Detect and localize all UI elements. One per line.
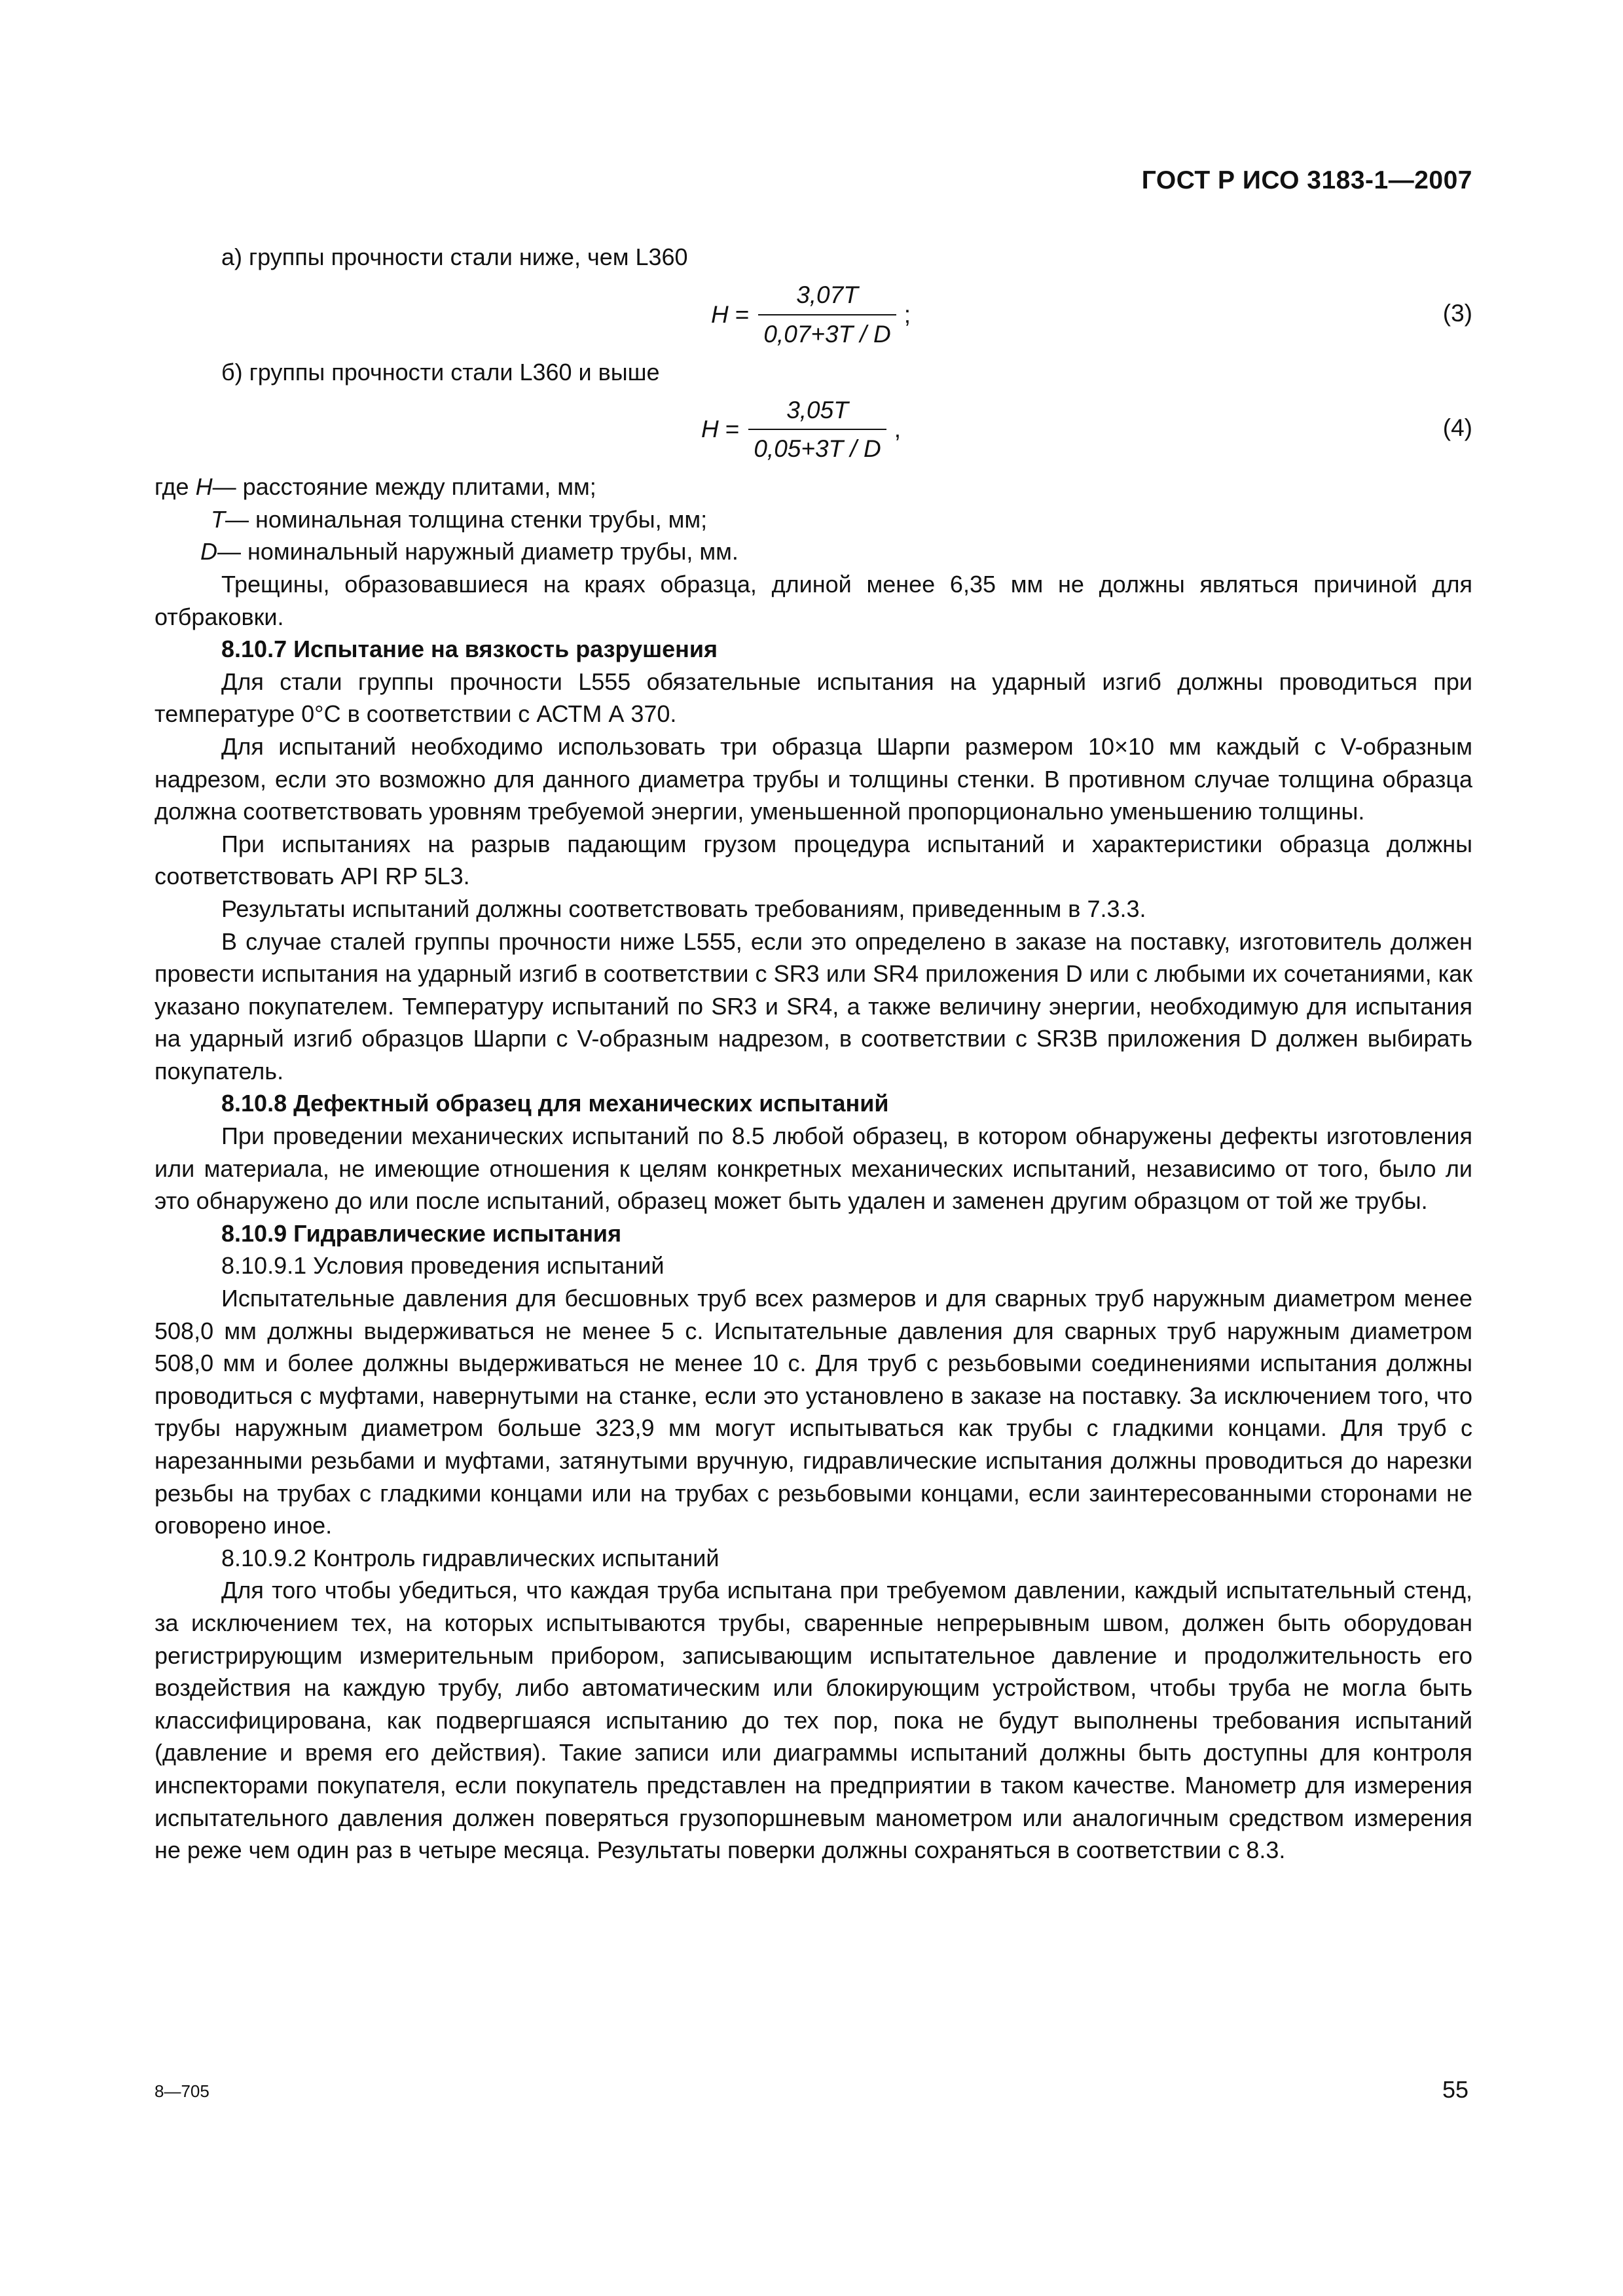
formula-3-denominator: 0,07+3T / D — [758, 314, 896, 351]
variable-description: — расстояние между плитами, мм; — [212, 473, 596, 501]
formula-4-fraction — [748, 394, 886, 465]
body-paragraph: Для того чтобы убедиться, что каждая труба испытана при требуемом давлении, каждый испытательный стенд, за исключением тех, на которых испытываются трубы, сваренные непрерывным швом, должен быть оборудован регистрирующим измерительным прибором, записывающим испытательное давление и продолжительность его воздействия на каждую трубу, либо автоматическим или блокирующим устройством, чтобы труба не могла быть классифицирована, как подвергшаяся испытанию до тех пор, пока не будут выполнены требования испытаний (давление и время его действия). Такие записи или диаграммы испытаний должны быть доступны для контроля инспекторами покупателя, если покупатель представлен на предприятии в таком качестве. Манометр для измерения испытательного давления должен поверяться грузопоршневым манометром или аналогичным средством измерения не реже чем один раз в четыре месяца. Результаты поверки должны сохраняться в соответствии с 8.3. — [155, 1577, 1472, 1864]
page-number: 55 — [1442, 2076, 1468, 2103]
variable-definition-row — [155, 503, 1472, 536]
variable-definition-row — [155, 535, 1472, 568]
body-paragraph: Трещины, образовавшиеся на краях образца, длиной менее 6,35 мм не должны являться причиной для отбраковки. — [155, 570, 1472, 630]
formula-3-equals: = — [735, 300, 750, 328]
formula-3 — [155, 274, 1472, 356]
formula-3-punctuation: ; — [903, 300, 911, 328]
body-paragraph: Результаты испытаний должны соответствовать требованиям, приведенным в 7.3.3. — [221, 895, 1146, 922]
formula-3-number: (3) — [1442, 299, 1472, 327]
variable-symbol: H — [195, 473, 213, 501]
variable-description: — номинальный наружный диаметр трубы, мм. — [217, 538, 739, 565]
variable-description: — номинальная толщина стенки трубы, мм; — [225, 505, 708, 533]
formula-4 — [155, 388, 1472, 471]
body-paragraph: Для стали группы прочности L555 обязательные испытания на ударный изгиб должны проводиться при температуре 0°С в соответствии с АСТМ А 370. — [155, 668, 1472, 728]
intro-b-text: б) группы прочности стали L360 и выше — [221, 358, 660, 386]
variable-definition-row — [155, 471, 1472, 503]
formula-4-numerator: 3,05T — [786, 396, 848, 423]
body-paragraph: Для испытаний необходимо использовать три образца Шарпи размером 10×10 мм каждый с V-образным надрезом, если это возможно для данного диаметра трубы и толщины стенки. В противном случае толщина образца должна соответствовать уровням требуемой энергии, уменьшенной пропорционально уменьшению толщины. — [155, 732, 1472, 825]
body-paragraph: 8.10.9.1 Условия проведения испытаний — [221, 1252, 665, 1280]
section-heading: 8.10.9 Гидравлические испытания — [221, 1219, 622, 1247]
where-prefix: где — [155, 473, 189, 501]
footer-code: 8—705 — [155, 2081, 210, 2101]
formula-4-punctuation: , — [894, 416, 901, 443]
intro-a-text: а) группы прочности стали ниже, чем L360 — [221, 243, 688, 270]
body-paragraph: Испытательные давления для бесшовных труб всех размеров и для сварных труб наружным диаметром менее 508,0 мм должны выдерживаться не менее 5 с. Испытательные давления для сварных труб наружным диаметром 508,0 мм и более должны выдерживаться не менее 10 с. Для труб с резьбовыми соединениями испытания должны проводиться с муфтами, навернутыми на станке, если это установлено в заказе на поставку. За исключением того, что трубы наружным диаметром больше 323,9 мм могут испытываться как трубы с гладкими концами. Для труб с нарезанными резьбами и муфтами, затянутыми вручную, гидравлические испытания должны проводиться до нарезки резьбы на трубах с гладкими концами или на трубах с резьбовыми концами, если заинтересованными сторонами не оговорено иное. — [155, 1285, 1472, 1539]
formula-4-equals: = — [725, 416, 740, 443]
formula-4-expression — [701, 388, 901, 471]
body-paragraph: 8.10.9.2 Контроль гидравлических испытаний — [221, 1544, 720, 1571]
variable-symbol: T — [211, 505, 225, 533]
formula-3-fraction — [758, 279, 896, 350]
body-paragraph: При проведении механических испытаний по 8.5 любой образец, в котором обнаружены дефекты изготовления или материала, не имеющие отношения к целям конкретных механических испытаний, независимо от того, было ли это обнаружено до или после испытаний, образец может быть удален и заменен другим образцом от той же трубы. — [155, 1122, 1472, 1215]
body-paragraph: При испытаниях на разрыв падающим грузом процедура испытаний и характеристики образца должны соответствовать API RP 5L3. — [155, 830, 1472, 890]
formula-4-number: (4) — [1442, 414, 1472, 442]
body-paragraph: В случае сталей группы прочности ниже L555, если это определено в заказе на поставку, изготовитель должен провести испытания на ударный изгиб в соответствии с SR3 или SR4 приложения D или с любыми их сочетаниями, как указано покупателем. Температуру испытаний по SR3 и SR4, а также величину энергии, необходимую для испытания на ударный изгиб образцов Шарпи с V-образным надрезом, в соответствии с SR3B приложения D должен выбирать покупатель. — [155, 927, 1472, 1085]
formula-3-lhs: H — [711, 300, 729, 328]
section-heading: 8.10.7 Испытание на вязкость разрушения — [221, 636, 718, 663]
formula-4-denominator: 0,05+3T / D — [748, 429, 886, 465]
variable-symbol: D — [200, 538, 217, 565]
document-id-header: ГОСТ Р ИСО 3183-1—2007 — [1141, 166, 1472, 194]
formula-4-lhs: H — [701, 416, 719, 443]
variable-definitions — [155, 471, 1472, 568]
section-heading: 8.10.8 Дефектный образец для механических испытаний — [221, 1090, 889, 1117]
formula-3-expression — [711, 274, 911, 356]
formula-3-numerator: 3,07T — [796, 281, 858, 308]
body-paragraphs — [155, 568, 1472, 1867]
page-body — [155, 241, 1472, 1867]
